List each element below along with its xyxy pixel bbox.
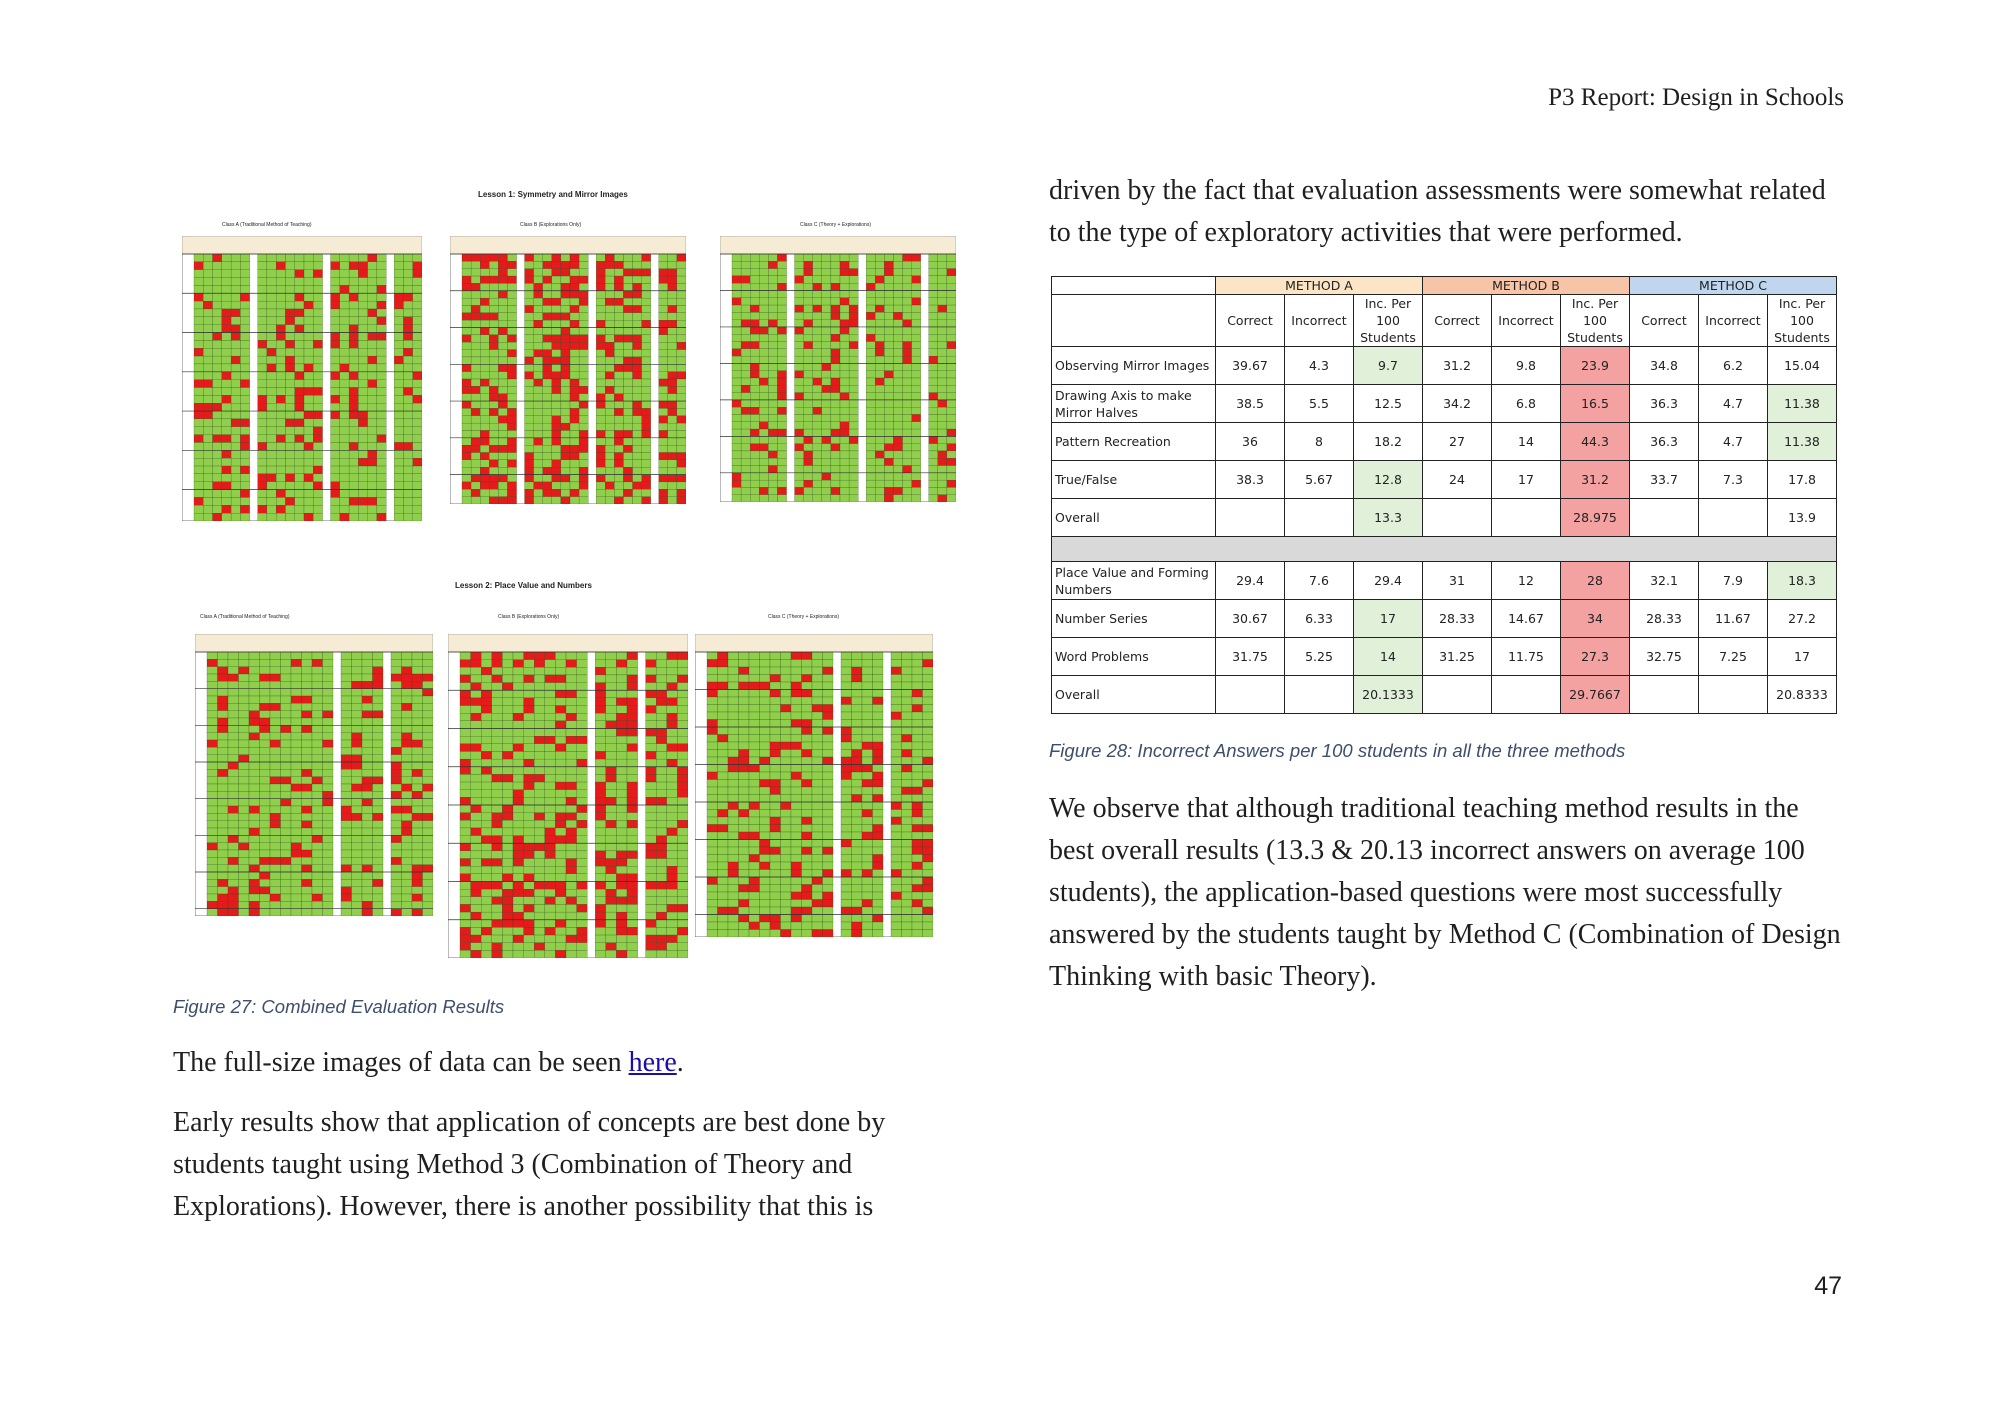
lesson1-class-b-label: Class B (Explorations Only) (520, 222, 582, 228)
method-c-header: METHOD C (1630, 277, 1837, 295)
row-label: Word Problems (1052, 638, 1216, 676)
table-cell: 12.5 (1354, 385, 1423, 423)
table-cell (1285, 676, 1354, 714)
table-row (1052, 562, 1837, 600)
table-cell: 5.67 (1285, 461, 1354, 499)
table-cell: 39.67 (1216, 347, 1285, 385)
table-cell: 29.4 (1216, 562, 1285, 600)
table-cell: 24 (1423, 461, 1492, 499)
table-cell: 5.25 (1285, 638, 1354, 676)
table-cell: 31.2 (1561, 461, 1630, 499)
sub-header-cell: Inc. Per 100 Students (1561, 295, 1630, 347)
table-cell: 5.5 (1285, 385, 1354, 423)
table-cell (1630, 676, 1699, 714)
table-cell: 12.8 (1354, 461, 1423, 499)
row-label: Pattern Recreation (1052, 423, 1216, 461)
section-separator-row (1052, 537, 1837, 562)
corner-cell (1052, 277, 1216, 295)
table-cell: 28.975 (1561, 499, 1630, 537)
lesson1-class-a-label: Class A (Traditional Method of Teaching) (222, 222, 312, 228)
figure-27-caption: Figure 27: Combined Evaluation Results (173, 996, 505, 1017)
row-label: Number Series (1052, 600, 1216, 638)
table-cell: 9.7 (1354, 347, 1423, 385)
table-cell: 36.3 (1630, 423, 1699, 461)
table-row (1052, 461, 1837, 499)
sub-header-cell: Inc. Per 100 Students (1768, 295, 1837, 347)
row-label: Overall (1052, 499, 1216, 537)
table-cell: 14 (1354, 638, 1423, 676)
heatmap-lesson2-class-c (695, 634, 933, 937)
table-cell: 27.3 (1561, 638, 1630, 676)
table-cell: 12 (1492, 562, 1561, 600)
table-cell: 27.2 (1768, 600, 1837, 638)
table-cell: 11.38 (1768, 385, 1837, 423)
paragraph-early-results: Early results show that application of concepts are best done by students taught using Method 3 (Combination of Theory and Explorations). However, there is another possibility that this is (173, 1107, 886, 1222)
table-cell (1285, 499, 1354, 537)
table-cell: 13.3 (1354, 499, 1423, 537)
table-cell: 11.38 (1768, 423, 1837, 461)
running-header: P3 Report: Design in Schools (1548, 84, 1844, 111)
p1-period: . (676, 1047, 684, 1078)
sub-header-corner (1052, 295, 1216, 347)
heatmap-lesson2-class-b (448, 634, 688, 958)
table-cell: 9.8 (1492, 347, 1561, 385)
table-cell (1216, 499, 1285, 537)
figure-28-caption: Figure 28: Incorrect Answers per 100 students in all the three methods (1049, 740, 1626, 761)
paragraph-full-size-link (173, 1042, 933, 1084)
table-row (1052, 600, 1837, 638)
right-column-bottom-text (1049, 788, 1849, 1016)
table-row (1052, 385, 1837, 423)
table-cell: 18.2 (1354, 423, 1423, 461)
table-cell: 6.8 (1492, 385, 1561, 423)
table-cell (1492, 499, 1561, 537)
table-cell (1423, 676, 1492, 714)
table-cell: 23.9 (1561, 347, 1630, 385)
table-cell: 20.8333 (1768, 676, 1837, 714)
table-cell: 6.33 (1285, 600, 1354, 638)
table-cell: 34 (1561, 600, 1630, 638)
heatmap-lesson1-class-c (720, 236, 956, 502)
table-cell: 44.3 (1561, 423, 1630, 461)
right-column-top-text (1049, 170, 1849, 272)
table-cell: 7.9 (1699, 562, 1768, 600)
table-cell: 28 (1561, 562, 1630, 600)
paragraph-driven-by: driven by the fact that evaluation assessments were somewhat related to the type of exploratory activities that were performed. (1049, 175, 1826, 248)
table-row (1052, 499, 1837, 537)
table-cell: 6.2 (1699, 347, 1768, 385)
here-link[interactable]: here (628, 1047, 677, 1078)
table-cell: 31.75 (1216, 638, 1285, 676)
table-cell: 32.75 (1630, 638, 1699, 676)
table-cell: 8 (1285, 423, 1354, 461)
table-row (1052, 423, 1837, 461)
sub-header-cell: Correct (1216, 295, 1285, 347)
table-cell: 4.3 (1285, 347, 1354, 385)
table-cell: 20.1333 (1354, 676, 1423, 714)
left-column-text (173, 1042, 933, 1246)
lesson2-class-a-label: Class A (Traditional Method of Teaching) (200, 614, 290, 620)
table-cell: 17.8 (1768, 461, 1837, 499)
separator-cell (1052, 537, 1837, 562)
table-cell: 14 (1492, 423, 1561, 461)
sub-header-cell: Correct (1423, 295, 1492, 347)
table-section-lesson2 (1052, 562, 1837, 714)
row-label: Place Value and Forming Numbers (1052, 562, 1216, 600)
table-cell: 17 (1492, 461, 1561, 499)
table-cell: 31.25 (1423, 638, 1492, 676)
paragraph-we-observe: We observe that although traditional teaching method results in the best overall results (13.3 & 20.13 incorrect answers on average 100 students), the application-based questions were most successfully answered by the students taught by Method C (Combination of Design Thinking with basic Theory). (1049, 793, 1841, 992)
table-cell: 17 (1354, 600, 1423, 638)
heatmap-lesson1-class-b (450, 236, 686, 504)
table-cell: 7.6 (1285, 562, 1354, 600)
table-cell: 15.04 (1768, 347, 1837, 385)
row-label: Observing Mirror Images (1052, 347, 1216, 385)
table-cell (1492, 676, 1561, 714)
row-label: True/False (1052, 461, 1216, 499)
table-cell: 28.33 (1630, 600, 1699, 638)
sub-header-cell: Incorrect (1285, 295, 1354, 347)
table-cell: 28.33 (1423, 600, 1492, 638)
p1-text: The full-size images of data can be seen (173, 1047, 629, 1078)
table-cell: 29.7667 (1561, 676, 1630, 714)
table-cell: 36 (1216, 423, 1285, 461)
table-cell: 7.25 (1699, 638, 1768, 676)
table-cell (1423, 499, 1492, 537)
sub-header-cell: Correct (1630, 295, 1699, 347)
table-cell: 17 (1768, 638, 1837, 676)
lesson1-class-c-label: Class C (Theory + Explorations) (800, 222, 871, 228)
lesson2-title: Lesson 2: Place Value and Numbers (455, 581, 592, 590)
table-section-lesson1 (1052, 347, 1837, 537)
heatmap-lesson1-class-a (182, 236, 422, 521)
table-cell: 27 (1423, 423, 1492, 461)
table-cell: 11.67 (1699, 600, 1768, 638)
table-row (1052, 347, 1837, 385)
method-b-header: METHOD B (1423, 277, 1630, 295)
table-cell: 31.2 (1423, 347, 1492, 385)
table-cell: 4.7 (1699, 385, 1768, 423)
table-cell (1699, 676, 1768, 714)
table-cell: 38.3 (1216, 461, 1285, 499)
table-row (1052, 638, 1837, 676)
table-cell (1216, 676, 1285, 714)
table-cell: 34.2 (1423, 385, 1492, 423)
table-cell: 38.5 (1216, 385, 1285, 423)
table-cell: 29.4 (1354, 562, 1423, 600)
method-header-row (1052, 277, 1837, 295)
sub-header-row (1052, 295, 1837, 347)
table-cell: 11.75 (1492, 638, 1561, 676)
table-cell: 13.9 (1768, 499, 1837, 537)
sub-header-cell: Incorrect (1492, 295, 1561, 347)
table-cell: 36.3 (1630, 385, 1699, 423)
table-cell: 34.8 (1630, 347, 1699, 385)
table-row (1052, 676, 1837, 714)
page-number: 47 (1814, 1272, 1842, 1300)
lesson2-class-c-label: Class C (Theory + Explorations) (768, 614, 839, 620)
table-cell: 4.7 (1699, 423, 1768, 461)
method-a-header: METHOD A (1216, 277, 1423, 295)
row-label: Drawing Axis to make Mirror Halves (1052, 385, 1216, 423)
table-cell (1630, 499, 1699, 537)
heatmap-lesson2-class-a (195, 634, 433, 916)
table-cell (1699, 499, 1768, 537)
lesson2-class-b-label: Class B (Explorations Only) (498, 614, 560, 620)
row-label: Overall (1052, 676, 1216, 714)
table-cell: 7.3 (1699, 461, 1768, 499)
table-cell: 14.67 (1492, 600, 1561, 638)
sub-header-cell: Incorrect (1699, 295, 1768, 347)
table-cell: 18.3 (1768, 562, 1837, 600)
table-cell: 33.7 (1630, 461, 1699, 499)
lesson1-title: Lesson 1: Symmetry and Mirror Images (478, 190, 628, 199)
incorrect-answers-table (1051, 276, 1837, 714)
table-cell: 31 (1423, 562, 1492, 600)
table-cell: 16.5 (1561, 385, 1630, 423)
sub-header-cell: Inc. Per 100 Students (1354, 295, 1423, 347)
table-cell: 30.67 (1216, 600, 1285, 638)
table-cell: 32.1 (1630, 562, 1699, 600)
